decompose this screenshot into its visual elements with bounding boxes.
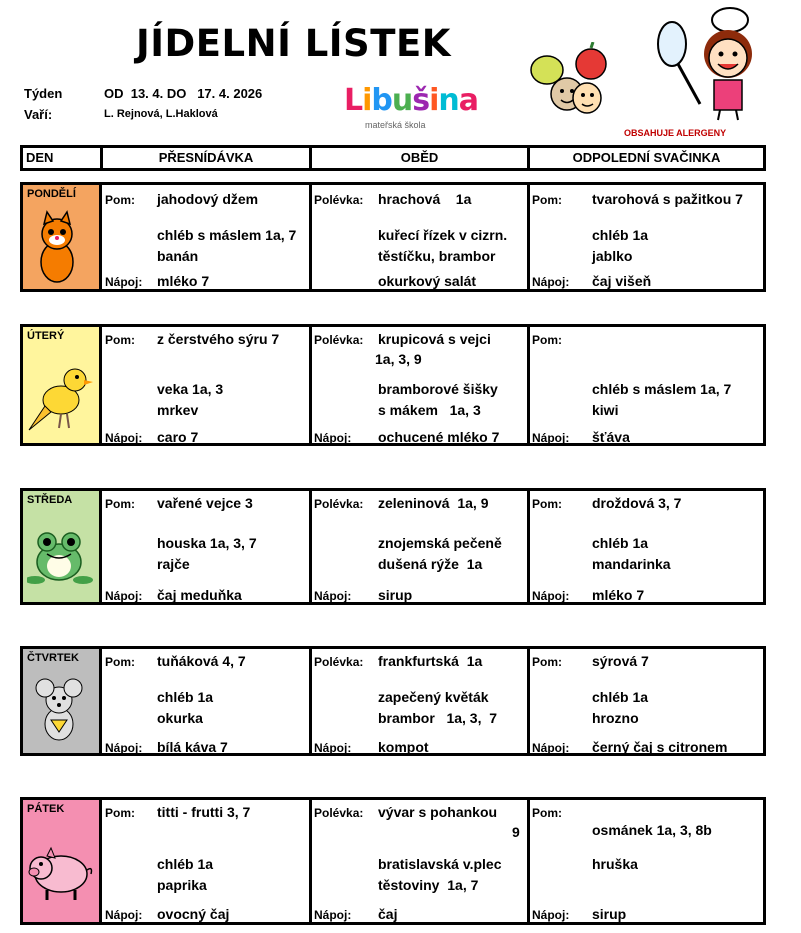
napoj-label: Nápoj: xyxy=(532,275,570,289)
napoj-label: Nápoj: xyxy=(532,431,570,445)
frog-icon xyxy=(27,520,97,596)
allergen-note: OBSAHUJE ALERGENY xyxy=(624,128,727,138)
lunch-main-3: okurkový salát xyxy=(378,273,477,289)
am-pom: z čerstvého sýru 7 xyxy=(157,331,280,347)
am-item-1: houska 1a, 3, 7 xyxy=(157,535,257,551)
pm-drink: černý čaj s citronem xyxy=(592,739,728,755)
day-name: ÚTERÝ xyxy=(27,330,65,342)
napoj-label: Nápoj: xyxy=(105,431,143,445)
day-row xyxy=(20,182,766,292)
am-item-2: rajče xyxy=(157,556,190,572)
day-name: STŘEDA xyxy=(27,494,73,506)
polevka-label: Polévka: xyxy=(314,806,364,820)
am-drink: caro 7 xyxy=(157,429,199,445)
lunch-main-3: kompot xyxy=(378,739,429,755)
lunch-main-3: čaj xyxy=(378,906,398,922)
lunch-main-3: ochucené mléko 7 xyxy=(378,429,500,445)
polevka-label: Polévka: xyxy=(314,497,364,511)
pig-icon xyxy=(27,834,97,910)
lunch-main-2: s mákem 1a, 3 xyxy=(378,402,481,418)
lunch-soup-extra: 9 xyxy=(512,824,520,840)
am-pom: tuňáková 4, 7 xyxy=(157,653,246,669)
am-pom: titti - frutti 3, 7 xyxy=(157,804,251,820)
pom-label: Pom: xyxy=(105,655,135,669)
cooks-value: L. Rejnová, L.Haklová xyxy=(104,108,218,120)
am-item-1: veka 1a, 3 xyxy=(157,381,224,397)
day-row xyxy=(20,646,766,756)
week-label: Týden xyxy=(24,86,63,101)
day-name: ČTVRTEK xyxy=(27,652,79,664)
lunch-soup: zeleninová 1a, 9 xyxy=(378,495,489,511)
page-title: JÍDELNÍ LÍSTEK xyxy=(136,22,451,65)
lunch-main-2: těstoviny 1a, 7 xyxy=(378,877,479,893)
pom-label: Pom: xyxy=(105,497,135,511)
am-drink: mléko 7 xyxy=(157,273,210,289)
day-column xyxy=(23,185,102,289)
napoj-label: Nápoj: xyxy=(105,275,143,289)
napoj-label: Nápoj: xyxy=(532,589,570,603)
pm-drink: čaj višeň xyxy=(592,273,652,289)
day-row xyxy=(20,797,766,925)
lunch-main-1: zapečený květák xyxy=(378,689,489,705)
day-column xyxy=(23,800,102,922)
column-snack-am: PŘESNÍDÁVKA xyxy=(158,150,254,165)
pm-item-2: kiwi xyxy=(592,402,619,418)
polevka-label: Polévka: xyxy=(314,333,364,347)
napoj-label: Nápoj: xyxy=(314,908,352,922)
column-snack-pm: ODPOLEDNÍ SVAČINKA xyxy=(572,150,721,165)
pom-label: Pom: xyxy=(532,193,562,207)
am-item-2: okurka xyxy=(157,710,203,726)
cook-girl-icon xyxy=(650,4,760,122)
lunch-main-2: brambor 1a, 3, 7 xyxy=(378,710,498,726)
day-column xyxy=(23,327,102,443)
brand-subtitle: mateřská škola xyxy=(365,120,426,130)
column-day: DEN xyxy=(26,150,54,165)
pm-pom: tvarohová s pažitkou 7 xyxy=(592,191,743,207)
pom-label: Pom: xyxy=(105,193,135,207)
pom-label: Pom: xyxy=(105,806,135,820)
polevka-label: Polévka: xyxy=(314,655,364,669)
am-item-2: paprika xyxy=(157,877,207,893)
pm-item-1: chléb 1a xyxy=(592,535,649,551)
napoj-label: Nápoj: xyxy=(532,741,570,755)
mouse-icon xyxy=(27,674,97,750)
week-value: OD 13. 4. DO 17. 4. 2026 xyxy=(104,86,263,101)
am-drink: bílá káva 7 xyxy=(157,739,228,755)
am-drink: ovocný čaj xyxy=(157,906,230,922)
am-pom: jahodový džem xyxy=(157,191,259,207)
lunch-soup: vývar s pohankou xyxy=(378,804,498,820)
lunch-main-3: sirup xyxy=(378,587,413,603)
day-name: PONDĚLÍ xyxy=(27,188,76,200)
napoj-label: Nápoj: xyxy=(105,741,143,755)
am-item-2: mrkev xyxy=(157,402,199,418)
column-header-row xyxy=(20,145,766,171)
day-row xyxy=(20,488,766,605)
napoj-label: Nápoj: xyxy=(314,431,352,445)
day-column xyxy=(23,649,102,753)
pm-item-1: chléb 1a xyxy=(592,227,649,243)
lunch-soup: hrachová 1a xyxy=(378,191,472,207)
napoj-label: Nápoj: xyxy=(314,589,352,603)
napoj-label: Nápoj: xyxy=(105,589,143,603)
lunch-main-1: znojemská pečeně xyxy=(378,535,502,551)
polevka-label: Polévka: xyxy=(314,193,364,207)
cooks-label: Vaří: xyxy=(24,107,53,122)
brand-letter: L xyxy=(344,83,363,118)
brand-letter: š xyxy=(412,83,430,118)
lunch-soup: krupicová s vejci xyxy=(378,331,491,347)
brand-letter: b xyxy=(371,83,392,118)
lunch-soup: frankfurtská 1a xyxy=(378,653,483,669)
pm-item-1: chléb 1a xyxy=(592,689,649,705)
am-item-2: banán xyxy=(157,248,199,264)
pm-drink: šťáva xyxy=(592,429,630,445)
pom-label: Pom: xyxy=(532,806,562,820)
lunch-main-1: kuřecí řízek v cizrn. xyxy=(378,227,508,243)
brand-letter: u xyxy=(391,83,413,118)
pm-item-1: chléb s máslem 1a, 7 xyxy=(592,381,732,397)
day-name: PÁTEK xyxy=(27,803,65,815)
cat-icon xyxy=(27,210,97,286)
pm-item-2: jablko xyxy=(592,248,633,264)
am-item-1: chléb 1a xyxy=(157,689,214,705)
lunch-main-1: bratislavská v.plec xyxy=(378,856,502,872)
fruit-mascots-icon xyxy=(525,42,617,120)
pom-label: Pom: xyxy=(105,333,135,347)
pm-pom: sýrová 7 xyxy=(592,653,649,669)
lunch-main-2: těstíčku, brambor xyxy=(378,248,496,264)
pom-label: Pom: xyxy=(532,333,562,347)
am-item-1: chléb s máslem 1a, 7 xyxy=(157,227,297,243)
brand-letter: i xyxy=(362,83,372,118)
brand-letter: n xyxy=(438,83,459,118)
brand-letter: i xyxy=(429,83,439,118)
pom-label: Pom: xyxy=(532,497,562,511)
pm-item-2: hruška xyxy=(592,856,638,872)
pm-pom: droždová 3, 7 xyxy=(592,495,682,511)
day-row xyxy=(20,324,766,446)
brand-letter: a xyxy=(458,83,479,118)
column-lunch: OBĚD xyxy=(400,150,439,165)
day-column xyxy=(23,491,102,602)
lunch-main-1: bramborové šišky xyxy=(378,381,498,397)
pm-item-1: osmánek 1a, 3, 8b xyxy=(592,822,712,838)
am-drink: čaj meduňka xyxy=(157,587,242,603)
lunch-main-2: dušená rýže 1a xyxy=(378,556,483,572)
brand-logo xyxy=(344,83,479,118)
pom-label: Pom: xyxy=(532,655,562,669)
pm-item-2: hrozno xyxy=(592,710,639,726)
pm-drink: sirup xyxy=(592,906,627,922)
lunch-soup-extra: 1a, 3, 9 xyxy=(375,351,422,367)
napoj-label: Nápoj: xyxy=(105,908,143,922)
napoj-label: Nápoj: xyxy=(314,741,352,755)
am-item-1: chléb 1a xyxy=(157,856,214,872)
napoj-label: Nápoj: xyxy=(532,908,570,922)
pm-item-2: mandarinka xyxy=(592,556,671,572)
am-pom: vařené vejce 3 xyxy=(157,495,253,511)
pm-drink: mléko 7 xyxy=(592,587,645,603)
canary-icon xyxy=(27,358,97,434)
